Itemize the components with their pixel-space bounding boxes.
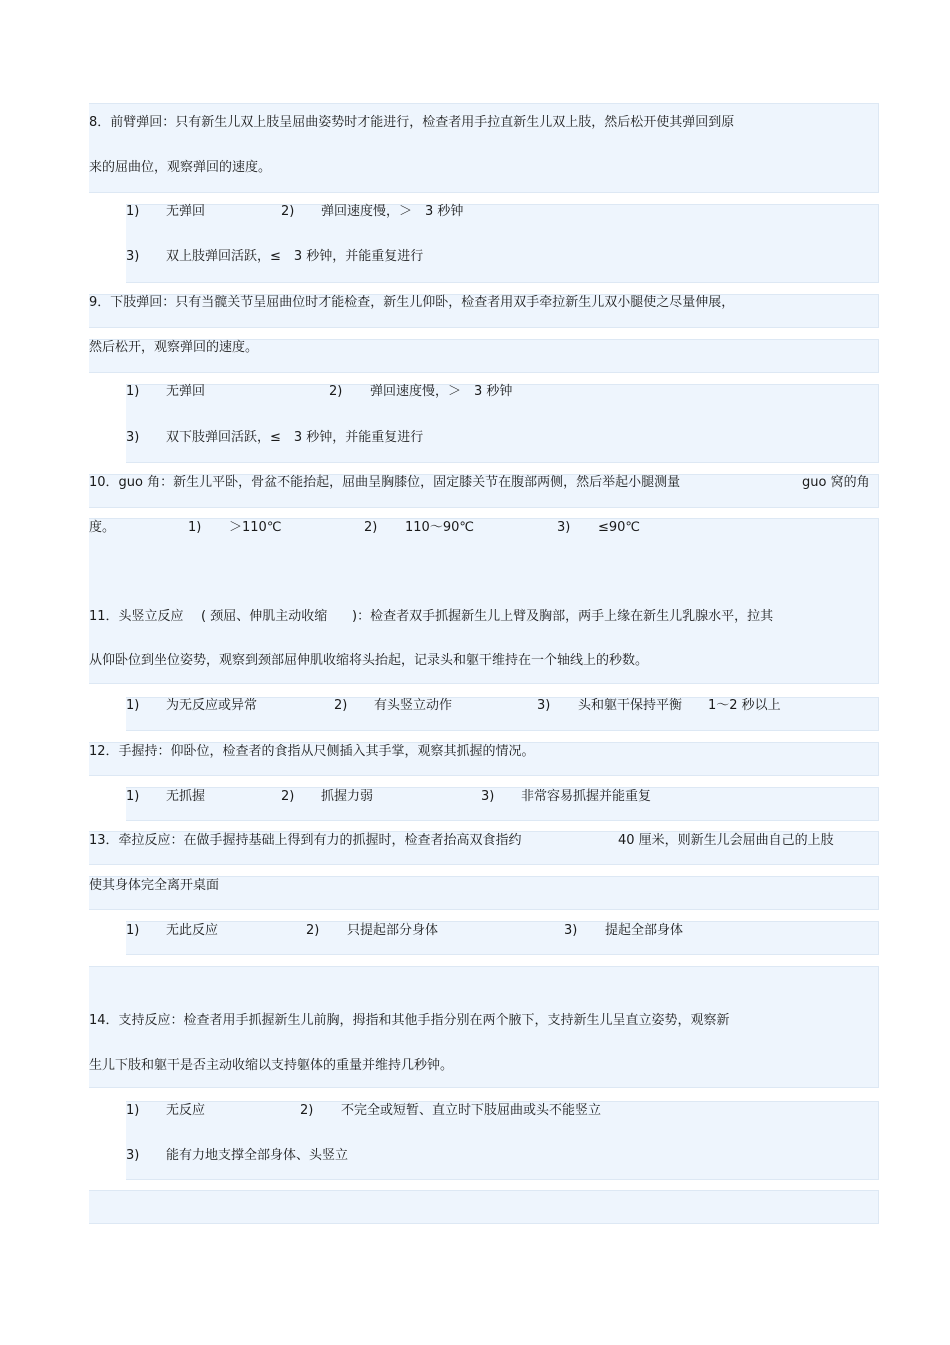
option-number: 1) <box>126 923 140 938</box>
s11-options-row1 <box>0 697 950 715</box>
s13-options-row1 <box>0 922 950 940</box>
option-text: ＞110℃ <box>229 520 282 535</box>
option-number: 2) <box>364 520 378 535</box>
s9-options-row2 <box>0 429 950 447</box>
s13-line2: 使其身体完全离开桌面 <box>89 878 220 893</box>
option-text: 能有力地支撑全部身体、头竖立 <box>166 1148 349 1163</box>
s8-options-row2 <box>0 248 950 266</box>
option-text: 有头竖立动作 <box>374 698 453 713</box>
s10-line2-text: 度。 <box>89 520 116 535</box>
s11-line2: 从仰卧位到坐位姿势，观察到颈部屈伸肌收缩将头抬起，记录头和躯干维持在一个轴线上的秒数。 <box>89 653 649 668</box>
s10-line1-text: 10．guo 角：新生儿平卧，骨盆不能抬起，屈曲呈胸膝位，固定膝关节在腹部两侧，然后举起小腿测量 <box>89 475 681 490</box>
option-number: 1) <box>126 698 140 713</box>
option-number: 3) <box>126 430 140 445</box>
option-number: 2) <box>300 1103 314 1118</box>
option-number: 1) <box>126 789 140 804</box>
band-empty <box>89 1190 879 1224</box>
option-text: 弹回速度慢，＞ 3 秒钟 <box>321 204 464 219</box>
s12-options-row1 <box>0 788 950 806</box>
option-text: 无抓握 <box>166 789 206 804</box>
s9-line1: 9．下肢弹回：只有当髋关节呈屈曲位时才能检查，新生儿仰卧，检查者用双手牵拉新生儿双小腿使之尽量伸展， <box>89 295 735 310</box>
s14-line2: 生儿下肢和躯干是否主动收缩以支持躯体的重量并维持几秒钟。 <box>89 1058 454 1073</box>
s9-line2: 然后松开，观察弹回的速度。 <box>89 340 259 355</box>
option-number: 3) <box>557 520 571 535</box>
s8-line1: 8．前臂弹回：只有新生儿双上肢呈屈曲姿势时才能进行，检查者用手拉直新生儿双上肢，然后松开使其弹回到原 <box>89 115 735 130</box>
s10-line1-tail: guo 窝的角 <box>802 475 870 490</box>
option-text: 只提起部分身体 <box>347 923 439 938</box>
option-text: 无反应 <box>166 1103 206 1118</box>
s13-line1 <box>0 832 950 850</box>
option-text: 无此反应 <box>166 923 219 938</box>
s10-line1 <box>0 474 950 492</box>
s13-line1-text: 13．牵拉反应：在做手握持基础上得到有力的抓握时，检查者抬高双食指约 <box>89 833 522 848</box>
option-number: 3) <box>126 249 140 264</box>
option-number: 2) <box>306 923 320 938</box>
option-text: 双下肢弹回活跃，≤ 3 秒钟，并能重复进行 <box>166 430 424 445</box>
option-text: 110～90℃ <box>405 520 474 535</box>
option-text: 无弹回 <box>166 204 206 219</box>
option-number: 3) <box>564 923 578 938</box>
s14-line1: 14．支持反应：检查者用手抓握新生儿前胸，拇指和其他手指分别在两个腋下，支持新生儿呈直立姿势，观察新 <box>89 1013 730 1028</box>
s9-options-row1 <box>0 383 950 401</box>
option-text: 弹回速度慢，＞ 3 秒钟 <box>370 384 513 399</box>
option-text: ≤90℃ <box>598 520 641 535</box>
option-text: 为无反应或异常 <box>166 698 258 713</box>
option-text: 不完全或短暂、直立时下肢屈曲或头不能竖立 <box>341 1103 602 1118</box>
s11-line1-text: 11．头竖立反应 <box>89 609 184 624</box>
option-number: 3) <box>481 789 495 804</box>
option-number: 2) <box>281 204 295 219</box>
s13-line1-tail: 40 厘米，则新生儿会屈曲自己的上肢 <box>618 833 834 848</box>
option-number: 2) <box>281 789 295 804</box>
option-number: 2) <box>329 384 343 399</box>
option-text: 抓握力弱 <box>321 789 374 804</box>
option-number: 3) <box>126 1148 140 1163</box>
s12-line1: 12．手握持：仰卧位，检查者的食指从尺侧插入其手掌，观察其抓握的情况。 <box>89 744 535 759</box>
option-text: 非常容易抓握并能重复 <box>521 789 652 804</box>
s11-line1-paren: ( 颈屈、伸肌主动收缩 <box>201 609 328 624</box>
option-number: 2) <box>334 698 348 713</box>
s11-line1-rest: )：检查者双手抓握新生儿上臂及胸部，两手上缘在新生儿乳腺水平，拉其 <box>352 609 774 624</box>
option-text: 双上肢弹回活跃，≤ 3 秒钟，并能重复进行 <box>166 249 424 264</box>
option-number: 1) <box>188 520 202 535</box>
option-text: 头和躯干保持平衡 <box>578 698 683 713</box>
s8-options-row1 <box>0 203 950 221</box>
s14-options-row1 <box>0 1102 950 1120</box>
option-number: 3) <box>537 698 551 713</box>
s8-line2: 来的屈曲位，观察弹回的速度。 <box>89 160 272 175</box>
option-number: 1) <box>126 1103 140 1118</box>
option-text-tail: 1～2 秒以上 <box>708 698 781 713</box>
option-text: 无弹回 <box>166 384 206 399</box>
s14-options-row2 <box>0 1147 950 1165</box>
option-number: 1) <box>126 384 140 399</box>
s11-line1 <box>0 608 950 626</box>
option-text: 提起全部身体 <box>605 923 684 938</box>
option-number: 1) <box>126 204 140 219</box>
s10-line2 <box>0 519 950 537</box>
